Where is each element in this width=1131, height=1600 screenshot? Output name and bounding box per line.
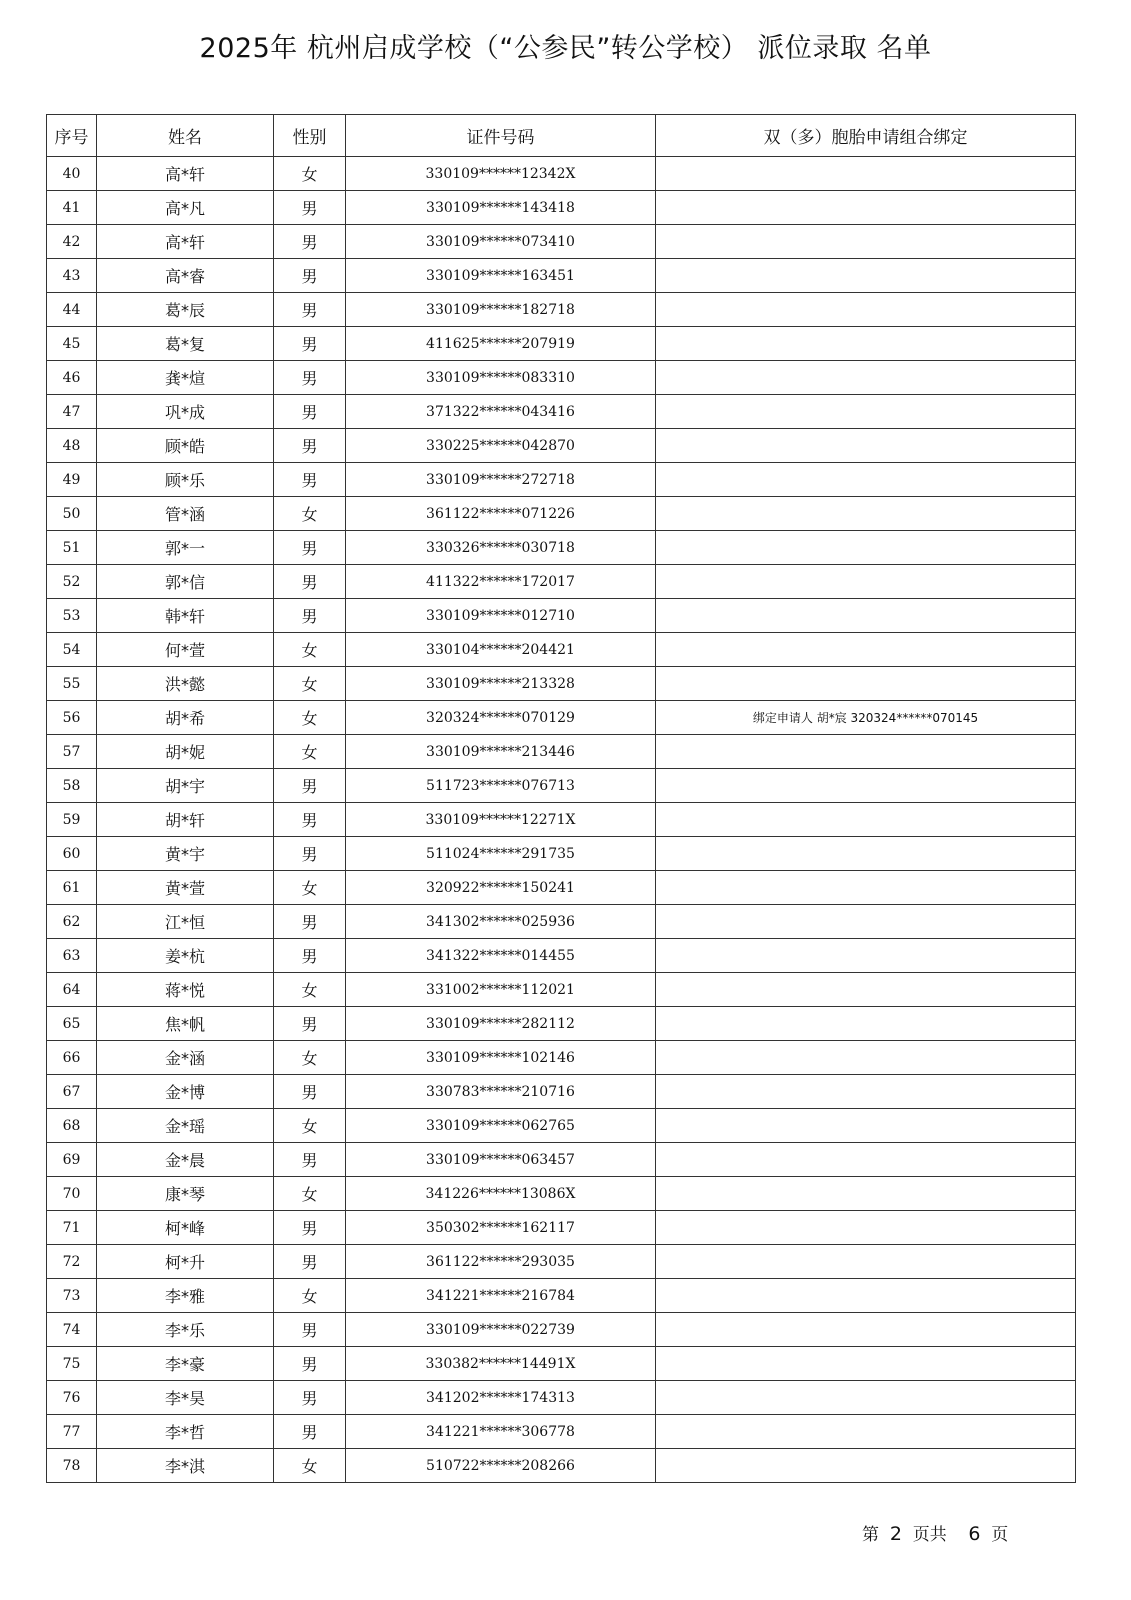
row-name: 李*乐	[97, 1313, 274, 1347]
row-index: 66	[47, 1041, 97, 1075]
row-gender: 男	[274, 191, 346, 225]
row-id-number: 330783******210716	[346, 1075, 656, 1109]
row-id-number: 330104******204421	[346, 633, 656, 667]
row-id-number: 331002******112021	[346, 973, 656, 1007]
row-twin-binding	[656, 1007, 1076, 1041]
table-row	[47, 1211, 1076, 1245]
row-gender: 女	[274, 1279, 346, 1313]
table-row	[47, 735, 1076, 769]
row-name: 康*琴	[97, 1177, 274, 1211]
row-index: 63	[47, 939, 97, 973]
table-row	[47, 463, 1076, 497]
row-id-number: 341202******174313	[346, 1381, 656, 1415]
row-index: 52	[47, 565, 97, 599]
row-gender: 男	[274, 769, 346, 803]
row-index: 64	[47, 973, 97, 1007]
row-index: 58	[47, 769, 97, 803]
row-gender: 女	[274, 1109, 346, 1143]
row-name: 洪*懿	[97, 667, 274, 701]
row-twin-binding	[656, 1381, 1076, 1415]
row-id-number: 330109******282112	[346, 1007, 656, 1041]
row-twin-binding	[656, 157, 1076, 191]
row-gender: 男	[274, 1313, 346, 1347]
row-name: 金*瑶	[97, 1109, 274, 1143]
row-twin-binding	[656, 1449, 1076, 1483]
row-id-number: 320324******070129	[346, 701, 656, 735]
row-index: 55	[47, 667, 97, 701]
row-twin-binding	[656, 939, 1076, 973]
table-row	[47, 1313, 1076, 1347]
row-name: 江*恒	[97, 905, 274, 939]
table-row	[47, 1347, 1076, 1381]
table-row	[47, 1041, 1076, 1075]
row-index: 50	[47, 497, 97, 531]
row-id-number: 341302******025936	[346, 905, 656, 939]
row-gender: 女	[274, 633, 346, 667]
row-index: 65	[47, 1007, 97, 1041]
row-index: 51	[47, 531, 97, 565]
table-row	[47, 259, 1076, 293]
row-id-number: 320922******150241	[346, 871, 656, 905]
row-name: 胡*妮	[97, 735, 274, 769]
table-row	[47, 1007, 1076, 1041]
row-id-number: 330109******062765	[346, 1109, 656, 1143]
row-gender: 女	[274, 667, 346, 701]
table-row	[47, 395, 1076, 429]
table-row	[47, 1109, 1076, 1143]
row-index: 75	[47, 1347, 97, 1381]
row-gender: 女	[274, 1177, 346, 1211]
row-gender: 男	[274, 293, 346, 327]
table-row	[47, 429, 1076, 463]
row-twin-binding	[656, 905, 1076, 939]
row-gender: 男	[274, 463, 346, 497]
table-row	[47, 361, 1076, 395]
row-index: 56	[47, 701, 97, 735]
table-header	[47, 115, 1076, 157]
table-row	[47, 837, 1076, 871]
row-index: 62	[47, 905, 97, 939]
row-index: 45	[47, 327, 97, 361]
row-index: 71	[47, 1211, 97, 1245]
row-gender: 男	[274, 905, 346, 939]
row-twin-binding	[656, 1041, 1076, 1075]
row-name: 焦*帆	[97, 1007, 274, 1041]
row-twin-binding	[656, 429, 1076, 463]
row-name: 郭*信	[97, 565, 274, 599]
table-row	[47, 939, 1076, 973]
page-indicator	[862, 1520, 1008, 1545]
row-id-number: 341221******306778	[346, 1415, 656, 1449]
row-index: 53	[47, 599, 97, 633]
row-gender: 男	[274, 939, 346, 973]
row-twin-binding	[656, 1211, 1076, 1245]
row-name: 顾*皓	[97, 429, 274, 463]
table-row	[47, 633, 1076, 667]
row-name: 管*涵	[97, 497, 274, 531]
row-index: 47	[47, 395, 97, 429]
row-index: 69	[47, 1143, 97, 1177]
table-row	[47, 701, 1076, 735]
row-name: 胡*轩	[97, 803, 274, 837]
row-gender: 男	[274, 327, 346, 361]
row-index: 67	[47, 1075, 97, 1109]
row-id-number: 371322******043416	[346, 395, 656, 429]
row-name: 黄*宇	[97, 837, 274, 871]
table-row	[47, 191, 1076, 225]
page-prefix: 第	[862, 1525, 879, 1545]
row-index: 61	[47, 871, 97, 905]
row-id-number: 330109******022739	[346, 1313, 656, 1347]
row-name: 李*哲	[97, 1415, 274, 1449]
row-twin-binding	[656, 327, 1076, 361]
row-index: 70	[47, 1177, 97, 1211]
row-gender: 男	[274, 1381, 346, 1415]
row-name: 蒋*悦	[97, 973, 274, 1007]
header-id-number: 证件号码	[346, 115, 656, 157]
row-name: 姜*杭	[97, 939, 274, 973]
row-index: 49	[47, 463, 97, 497]
row-index: 77	[47, 1415, 97, 1449]
row-id-number: 330225******042870	[346, 429, 656, 463]
row-name: 高*轩	[97, 225, 274, 259]
row-name: 郭*一	[97, 531, 274, 565]
row-id-number: 330109******12271X	[346, 803, 656, 837]
row-name: 何*萱	[97, 633, 274, 667]
table-row	[47, 157, 1076, 191]
row-twin-binding	[656, 395, 1076, 429]
table-row	[47, 667, 1076, 701]
row-gender: 女	[274, 497, 346, 531]
row-twin-binding	[656, 497, 1076, 531]
row-gender: 男	[274, 1007, 346, 1041]
row-name: 黄*萱	[97, 871, 274, 905]
row-twin-binding	[656, 1245, 1076, 1279]
row-gender: 男	[274, 565, 346, 599]
row-gender: 男	[274, 361, 346, 395]
document-title: 2025年 杭州启成学校（“公参民”转公学校） 派位录取 名单	[199, 33, 932, 64]
row-index: 76	[47, 1381, 97, 1415]
row-index: 74	[47, 1313, 97, 1347]
row-gender: 男	[274, 803, 346, 837]
row-gender: 男	[274, 395, 346, 429]
row-name: 李*淇	[97, 1449, 274, 1483]
row-twin-binding	[656, 1415, 1076, 1449]
row-gender: 男	[274, 259, 346, 293]
table-row	[47, 327, 1076, 361]
row-index: 42	[47, 225, 97, 259]
row-gender: 男	[274, 531, 346, 565]
row-id-number: 411322******172017	[346, 565, 656, 599]
row-index: 57	[47, 735, 97, 769]
row-name: 李*昊	[97, 1381, 274, 1415]
total-pages-number: 6	[968, 1523, 981, 1545]
row-gender: 男	[274, 1211, 346, 1245]
row-twin-binding	[656, 1075, 1076, 1109]
row-gender: 男	[274, 837, 346, 871]
table-row	[47, 531, 1076, 565]
row-id-number: 330109******102146	[346, 1041, 656, 1075]
row-gender: 女	[274, 157, 346, 191]
row-twin-binding	[656, 1177, 1076, 1211]
row-id-number: 361122******071226	[346, 497, 656, 531]
row-gender: 男	[274, 1245, 346, 1279]
row-twin-binding	[656, 531, 1076, 565]
row-id-number: 330109******182718	[346, 293, 656, 327]
row-id-number: 330109******272718	[346, 463, 656, 497]
row-twin-binding	[656, 565, 1076, 599]
row-id-number: 341221******216784	[346, 1279, 656, 1313]
row-id-number: 341322******014455	[346, 939, 656, 973]
row-name: 金*晨	[97, 1143, 274, 1177]
row-twin-binding	[656, 361, 1076, 395]
admission-table	[46, 114, 1076, 1483]
header-gender: 性别	[274, 115, 346, 157]
row-gender: 男	[274, 1143, 346, 1177]
row-twin-binding	[656, 633, 1076, 667]
row-name: 龚*煊	[97, 361, 274, 395]
row-id-number: 361122******293035	[346, 1245, 656, 1279]
header-index: 序号	[47, 115, 97, 157]
row-id-number: 330109******063457	[346, 1143, 656, 1177]
table-row	[47, 871, 1076, 905]
row-index: 44	[47, 293, 97, 327]
header-twin-binding: 双（多）胞胎申请组合绑定	[656, 115, 1076, 157]
row-id-number: 330109******073410	[346, 225, 656, 259]
row-twin-binding	[656, 1143, 1076, 1177]
row-name: 金*涵	[97, 1041, 274, 1075]
row-twin-binding	[656, 191, 1076, 225]
table-row	[47, 1381, 1076, 1415]
table-row	[47, 1449, 1076, 1483]
row-name: 韩*轩	[97, 599, 274, 633]
row-index: 72	[47, 1245, 97, 1279]
row-twin-binding	[656, 1347, 1076, 1381]
row-name: 胡*希	[97, 701, 274, 735]
row-id-number: 350302******162117	[346, 1211, 656, 1245]
header-row	[47, 115, 1076, 157]
row-id-number: 411625******207919	[346, 327, 656, 361]
header-name: 姓名	[97, 115, 274, 157]
row-twin-binding	[656, 1109, 1076, 1143]
table-row	[47, 1177, 1076, 1211]
row-name: 高*轩	[97, 157, 274, 191]
table-row	[47, 497, 1076, 531]
row-id-number: 330109******012710	[346, 599, 656, 633]
row-gender: 男	[274, 429, 346, 463]
row-name: 高*凡	[97, 191, 274, 225]
table-row	[47, 973, 1076, 1007]
row-gender: 女	[274, 1449, 346, 1483]
row-id-number: 330109******143418	[346, 191, 656, 225]
table-row	[47, 565, 1076, 599]
row-name: 葛*复	[97, 327, 274, 361]
table-row	[47, 803, 1076, 837]
row-id-number: 330109******163451	[346, 259, 656, 293]
row-twin-binding	[656, 973, 1076, 1007]
row-index: 78	[47, 1449, 97, 1483]
table-row	[47, 769, 1076, 803]
row-twin-binding	[656, 259, 1076, 293]
row-gender: 女	[274, 1041, 346, 1075]
row-twin-binding: 绑定申请人 胡*宸 320324******070145	[656, 701, 1076, 735]
row-twin-binding	[656, 871, 1076, 905]
row-name: 柯*峰	[97, 1211, 274, 1245]
row-id-number: 330109******213328	[346, 667, 656, 701]
row-id-number: 330109******12342X	[346, 157, 656, 191]
row-name: 葛*辰	[97, 293, 274, 327]
row-gender: 女	[274, 871, 346, 905]
row-name: 柯*升	[97, 1245, 274, 1279]
row-index: 60	[47, 837, 97, 871]
row-index: 41	[47, 191, 97, 225]
row-twin-binding	[656, 667, 1076, 701]
row-id-number: 330109******083310	[346, 361, 656, 395]
row-name: 金*博	[97, 1075, 274, 1109]
row-gender: 男	[274, 1415, 346, 1449]
row-id-number: 330326******030718	[346, 531, 656, 565]
row-id-number: 511723******076713	[346, 769, 656, 803]
row-twin-binding	[656, 225, 1076, 259]
row-name: 李*豪	[97, 1347, 274, 1381]
row-index: 48	[47, 429, 97, 463]
row-id-number: 330109******213446	[346, 735, 656, 769]
row-index: 40	[47, 157, 97, 191]
table-row	[47, 1143, 1076, 1177]
table-row	[47, 1279, 1076, 1313]
row-id-number: 341226******13086X	[346, 1177, 656, 1211]
row-twin-binding	[656, 1313, 1076, 1347]
row-index: 46	[47, 361, 97, 395]
row-twin-binding	[656, 599, 1076, 633]
row-gender: 男	[274, 225, 346, 259]
page-suffix: 页	[991, 1525, 1009, 1545]
row-index: 43	[47, 259, 97, 293]
current-page-number: 2	[889, 1523, 902, 1545]
row-twin-binding	[656, 803, 1076, 837]
table-row	[47, 1415, 1076, 1449]
row-index: 68	[47, 1109, 97, 1143]
row-gender: 男	[274, 599, 346, 633]
row-twin-binding	[656, 837, 1076, 871]
row-twin-binding	[656, 1279, 1076, 1313]
row-gender: 女	[274, 701, 346, 735]
row-twin-binding	[656, 463, 1076, 497]
row-id-number: 511024******291735	[346, 837, 656, 871]
table-body	[47, 157, 1076, 1483]
table-row	[47, 225, 1076, 259]
table-row	[47, 905, 1076, 939]
row-twin-binding	[656, 293, 1076, 327]
row-name: 顾*乐	[97, 463, 274, 497]
row-id-number: 510722******208266	[346, 1449, 656, 1483]
row-gender: 女	[274, 735, 346, 769]
row-name: 巩*成	[97, 395, 274, 429]
table-row	[47, 1075, 1076, 1109]
row-gender: 女	[274, 973, 346, 1007]
row-gender: 男	[274, 1347, 346, 1381]
row-name: 李*雅	[97, 1279, 274, 1313]
row-name: 高*睿	[97, 259, 274, 293]
row-gender: 男	[274, 1075, 346, 1109]
page-middle: 页共	[912, 1525, 947, 1545]
row-twin-binding	[656, 769, 1076, 803]
table-row	[47, 1245, 1076, 1279]
row-index: 73	[47, 1279, 97, 1313]
row-id-number: 330382******14491X	[346, 1347, 656, 1381]
table-row	[47, 293, 1076, 327]
row-index: 59	[47, 803, 97, 837]
row-index: 54	[47, 633, 97, 667]
row-twin-binding	[656, 735, 1076, 769]
row-name: 胡*宇	[97, 769, 274, 803]
table-row	[47, 599, 1076, 633]
